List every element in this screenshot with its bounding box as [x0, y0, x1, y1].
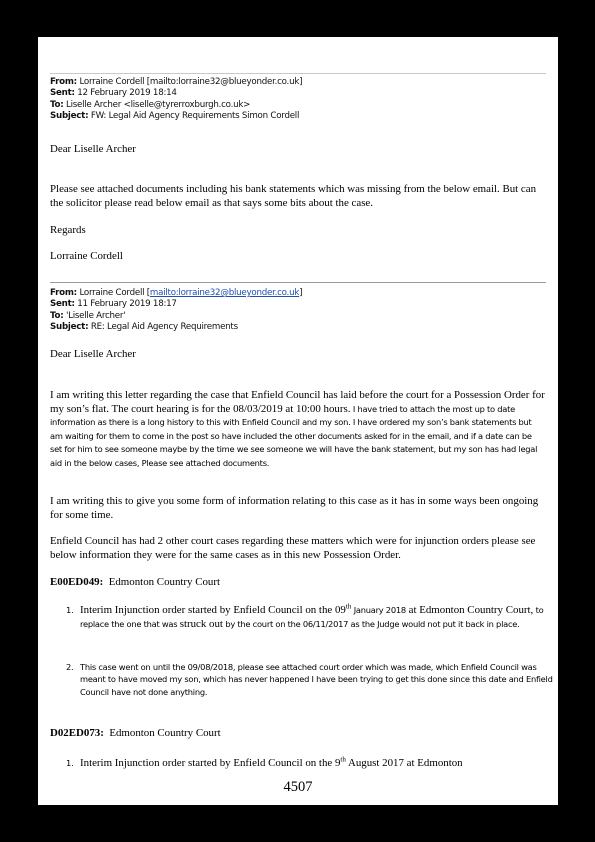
item-text: by the court on the 06/11/2017 as the Judge would not put it back in place. [222, 618, 520, 629]
to-label: To: [50, 99, 64, 110]
email-2-salutation: Dear Liselle Archer [50, 348, 136, 360]
ordinal-suffix: th [345, 602, 352, 611]
item-text: struck out [179, 617, 223, 630]
item-text: at Edmonton Country Court, [405, 604, 534, 616]
email-1-body: Please see attached documents including his bank statements which was missing from the below email. But can the solicitor please read below email as that says some bits about the case. [50, 183, 537, 209]
from-value: Lorraine Cordell [mailto:lorraine32@blueyonder.co.uk] [79, 77, 303, 87]
subject-label: Subject: [50, 110, 89, 121]
subject-value: RE: Legal Aid Agency Requirements [90, 321, 238, 332]
item-text: Interim Injunction order started by Enfield Council on the 9 [80, 757, 341, 769]
to-label: To: [50, 310, 64, 321]
case-1-heading [50, 576, 220, 588]
item-text: to replace the one that was [80, 605, 544, 629]
case-1-court: Edmonton Country Court [108, 576, 221, 588]
to-value: Liselle Archer <liselle@tyrerroxburgh.co.uk> [65, 99, 251, 110]
subject-value: FW: Legal Aid Agency Requirements Simon Cordell [90, 110, 300, 121]
paragraph-1-continued: I have tried to attach the most up to date information as there is a long history to this with Enfield Council and my son. I have ordered my son’s bank statements but am waiting for them to come in the post so have included the other documents asked for in the email, and if a date can be set for him to see someone maybe by the time we see someone we will have the bank statement, but my son has had legal aid in the below cases, Please see attached documents. [50, 403, 538, 468]
case-2-ref: D02ED073: [50, 727, 104, 739]
email-2-to [50, 311, 540, 322]
case-1-item-2 [68, 661, 554, 698]
item-text: August 2017 at Edmonton [345, 757, 463, 769]
case-2-item-1 [68, 757, 554, 771]
item-number: 2. [66, 662, 74, 672]
item-text: This case went on until the 09/08/2018, please see attached court order which was made, which Enfield Council was meant to have moved my son, which has never happened I have been trying to get this done since this date and Enfield Council have not done anything. [80, 662, 553, 697]
email-1-subject [50, 111, 540, 122]
email-separator [50, 282, 546, 283]
to-value: 'Liselle Archer' [65, 310, 126, 321]
case-2-heading [50, 727, 221, 739]
email-2-header [50, 288, 540, 333]
document-page [38, 37, 558, 805]
from-label: From: [50, 77, 77, 87]
paragraph-1-main: I am writing this letter regarding the case that Enfield Council has laid before the court for a Possession Order for my son’s flat. The court hearing is for the 08/03/2019 at 10:00 hours. [50, 389, 545, 415]
email-1-sent [50, 88, 540, 99]
from-email-link[interactable]: mailto:lorraine32@blueyonder.co.uk [149, 288, 300, 298]
sent-value: 11 February 2019 18:17 [77, 299, 177, 310]
email-1-salutation: Dear Liselle Archer [50, 143, 136, 155]
item-number: 1. [66, 605, 74, 615]
from-bracket: ] [299, 288, 303, 298]
top-separator [50, 73, 546, 74]
item-text: January 2018 [351, 605, 406, 615]
item-text: Interim Injunction order started by Enfield Council on the 09 [80, 604, 346, 616]
sent-label: Sent: [50, 299, 75, 310]
email-2-subject [50, 322, 540, 333]
from-label: From: [50, 288, 77, 298]
email-2-paragraph-3: Enfield Council has had 2 other court cases regarding these matters which were for injunction orders please see below information they were for the same cases as in this new Possession Order. [50, 535, 536, 561]
from-name: Lorraine Cordell [ [79, 288, 150, 298]
case-1-item-1 [68, 604, 554, 631]
email-2-paragraph-2: I am writing this to give you some form of information relating to this case as it has in some ways been ongoing for some time. [50, 495, 539, 521]
email-2-from [50, 288, 540, 299]
page-number: 4507 [283, 779, 313, 795]
email-1-to [50, 100, 540, 111]
email-1-header [50, 77, 540, 122]
sent-label: Sent: [50, 88, 75, 99]
email-1-from [50, 77, 540, 88]
subject-label: Subject: [50, 321, 89, 332]
item-number: 1. [66, 758, 74, 768]
sent-value: 12 February 2019 18:14 [77, 88, 177, 99]
case-2-court: Edmonton Country Court [109, 727, 221, 739]
email-2-paragraph-1 [50, 389, 546, 470]
email-1-signature: Lorraine Cordell [50, 250, 123, 262]
case-1-ref: E00ED049: [50, 576, 104, 588]
email-2-sent [50, 299, 540, 310]
ordinal-suffix: th [340, 755, 346, 764]
email-1-closing: Regards [50, 224, 86, 236]
